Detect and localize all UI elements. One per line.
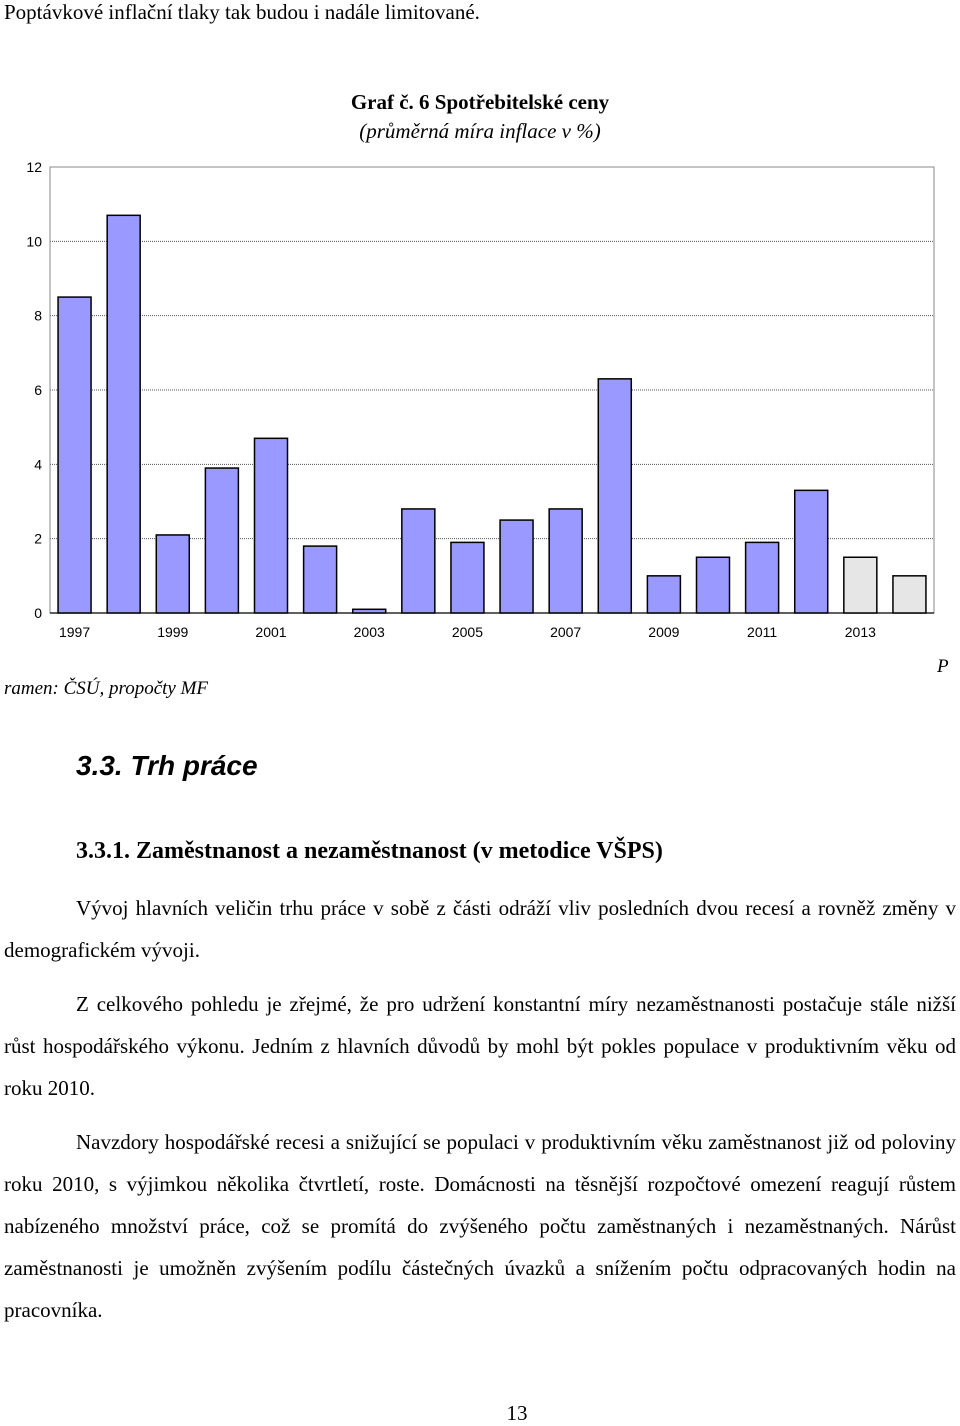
section-heading: 3.3. Trh práce xyxy=(76,750,258,781)
paragraph-2: Z celkového pohledu je zřejmé, že pro udržení konstantní míry nezaměstnanosti postačuje stále nižší růst hospodářského výkonu. Jedním z hlavních důvodů by mohl být pokles populace v produktivním věku od roku 2010. xyxy=(4,992,956,1100)
y-tick-label: 12 xyxy=(26,159,42,175)
x-tick-label: 2001 xyxy=(255,624,287,640)
intro-line: Poptávkové inflační tlaky tak budou i nadále limitované. xyxy=(4,0,480,24)
bar-1998 xyxy=(107,215,140,613)
bar-2012 xyxy=(795,490,828,613)
y-tick-label: 0 xyxy=(34,605,42,621)
bar-2013 xyxy=(844,557,877,613)
bar-2010 xyxy=(697,557,730,613)
x-tick-label: 2009 xyxy=(648,624,680,640)
inflation-bar-chart xyxy=(0,150,960,650)
bar-1999 xyxy=(156,535,189,613)
source-note: ramen: ČSÚ, propočty MF xyxy=(4,678,209,699)
paragraph-1: Vývoj hlavních veličin trhu práce v sobě z části odráží vliv posledních dvou recesí a rovněž změny v demografickém vývoji. xyxy=(4,896,956,962)
paragraph-3: Navzdory hospodářské recesi a snižující se populaci v produktivním věku zaměstnanost již od poloviny roku 2010, s výjimkou několika čtvrtletí, roste. Domácnosti na těsnější rozpočtové omezení reagují růstem nabízeného množství práce, což se promítá do zvýšeného počtu zaměstnaných i nezaměstnaných. Nárůst zaměstnanosti je umožněn zvýšením podílu částečných úvazků a snížením počtu odpracovaných hodin na pracovníka. xyxy=(4,1130,956,1322)
x-tick-label: 1997 xyxy=(58,624,91,640)
chart-subtitle: (průměrná míra inflace v %) xyxy=(359,119,601,143)
bar-2007 xyxy=(549,509,582,613)
bar-2006 xyxy=(500,520,533,613)
y-tick-label: 10 xyxy=(26,233,42,250)
bar-2005 xyxy=(451,542,484,613)
subsection-heading: 3.3.1. Zaměstnanost a nezaměstnanost (v metodice VŠPS) xyxy=(76,838,663,864)
bar-2008 xyxy=(598,379,631,613)
chart-title: Graf č. 6 Spotřebitelské ceny xyxy=(350,90,610,114)
bar-2014 xyxy=(893,576,926,613)
forecast-label: P xyxy=(937,656,949,677)
bar-2004 xyxy=(402,509,435,613)
y-tick-label: 8 xyxy=(34,307,42,324)
x-tick-label: 2003 xyxy=(353,624,385,640)
bar-2001 xyxy=(255,438,288,613)
bar-2002 xyxy=(304,546,337,613)
y-tick-label: 6 xyxy=(34,382,42,398)
page-number: 13 xyxy=(506,1401,528,1425)
bar-2011 xyxy=(746,542,779,613)
y-tick-label: 2 xyxy=(34,530,42,547)
bar-2000 xyxy=(205,468,238,613)
x-tick-label: 2011 xyxy=(747,624,778,640)
x-tick-label: 2007 xyxy=(550,624,582,640)
bar-1997 xyxy=(58,297,91,613)
x-tick-label: 2005 xyxy=(451,624,484,640)
y-tick-label: 4 xyxy=(34,456,42,473)
x-tick-label: 1999 xyxy=(157,624,189,640)
x-tick-label: 2013 xyxy=(844,624,876,640)
bar-2003 xyxy=(353,609,386,613)
bar-2009 xyxy=(647,576,680,613)
